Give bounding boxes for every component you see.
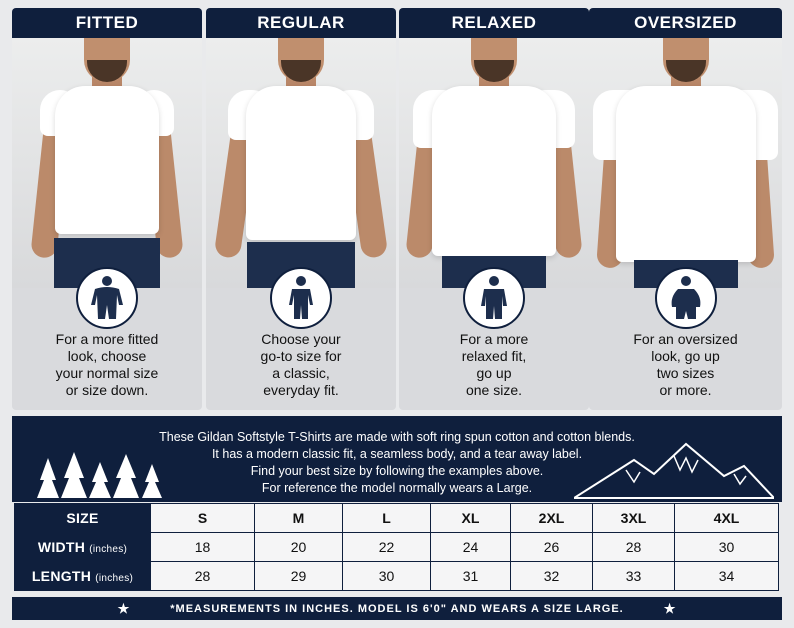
fit-card-title: OVERSIZED [589, 8, 782, 38]
length-row-header: LENGTH (inches) [15, 562, 151, 591]
width-value: 20 [255, 533, 343, 562]
relaxed-figure-icon [463, 267, 525, 329]
width-value: 26 [511, 533, 593, 562]
white-tshirt [246, 86, 356, 240]
white-tshirt [432, 86, 556, 256]
fit-card-title: RELAXED [399, 8, 589, 38]
size-label: S [151, 504, 255, 533]
table-row [15, 533, 779, 562]
size-label: 2XL [511, 504, 593, 533]
fit-description: For an oversized look, go up two sizes or more. [633, 331, 738, 398]
length-value: 29 [255, 562, 343, 591]
fit-card-regular [206, 8, 396, 410]
width-value: 28 [593, 533, 675, 562]
fit-card-oversized [589, 8, 782, 410]
oversized-figure-icon [655, 267, 717, 329]
size-header: SIZE [15, 504, 151, 533]
fit-cards [12, 8, 782, 410]
fit-description: Choose your go-to size for a classic, everyday fit. [260, 331, 342, 398]
width-value: 18 [151, 533, 255, 562]
fit-card-title: FITTED [12, 8, 202, 38]
star-icon: ★ [117, 600, 131, 616]
footer-note: *MEASUREMENTS IN INCHES. MODEL IS 6'0" AND WEARS A SIZE LARGE. [170, 602, 624, 615]
fit-card-title: REGULAR [206, 8, 396, 38]
size-label: M [255, 504, 343, 533]
width-row-header: WIDTH (inches) [15, 533, 151, 562]
size-label: 4XL [675, 504, 779, 533]
white-tshirt [616, 86, 756, 262]
width-value: 22 [343, 533, 431, 562]
regular-figure-icon [270, 267, 332, 329]
fit-card-relaxed [399, 8, 589, 410]
length-value: 28 [151, 562, 255, 591]
model-photo [589, 38, 782, 288]
fit-description: For a more relaxed fit, go up one size. [459, 331, 529, 398]
info-banner [12, 416, 782, 502]
length-value: 33 [593, 562, 675, 591]
table-row [15, 562, 779, 591]
size-label: XL [431, 504, 511, 533]
width-value: 30 [675, 533, 779, 562]
length-value: 32 [511, 562, 593, 591]
banner-text: These Gildan Softstyle T-Shirts are made with soft ring spun cotton and cotton blends. It has a modern classic fit, a seamless body, and a tear away label. Find your best size by following the examples above. For reference the model normally wears a Large. [159, 430, 635, 495]
width-value: 24 [431, 533, 511, 562]
star-icon: ★ [663, 600, 677, 616]
size-chart-table [14, 503, 779, 591]
fit-card-fitted [12, 8, 202, 410]
size-label: L [343, 504, 431, 533]
white-tshirt [55, 86, 159, 234]
muscular-figure-icon [76, 267, 138, 329]
length-value: 34 [675, 562, 779, 591]
measurement-footer [12, 597, 782, 620]
fit-description: For a more fitted look, choose your normal size or size down. [55, 331, 159, 398]
model-photo [206, 38, 396, 288]
length-value: 30 [343, 562, 431, 591]
model-photo [12, 38, 202, 288]
size-label: 3XL [593, 504, 675, 533]
length-value: 31 [431, 562, 511, 591]
model-photo [399, 38, 589, 288]
table-row [15, 504, 779, 533]
